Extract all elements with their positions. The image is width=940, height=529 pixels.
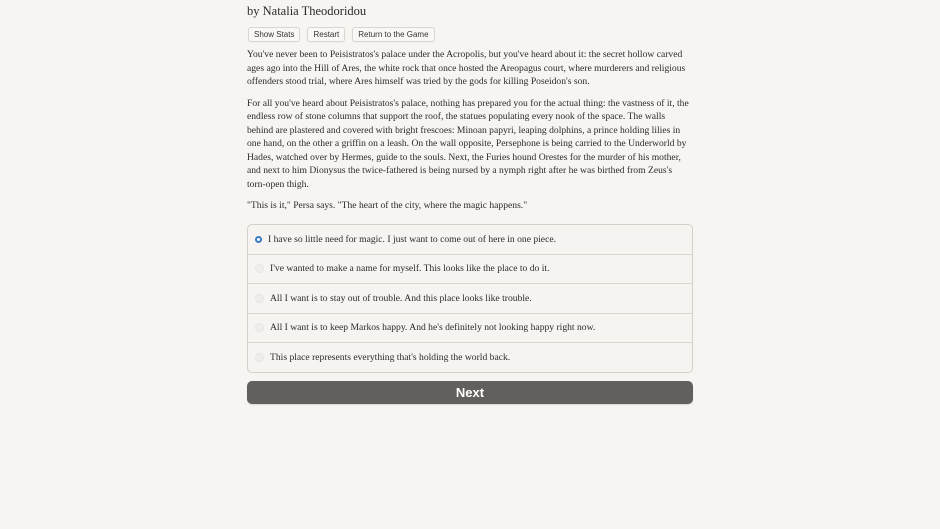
next-button[interactable]: Next [247, 381, 693, 404]
show-stats-button[interactable]: Show Stats [248, 27, 300, 42]
choice-label: All I want is to keep Markos happy. And he's definitely not looking happy right now. [270, 322, 596, 334]
choice-label: All I want is to stay out of trouble. And this place looks like trouble. [270, 292, 532, 304]
choice-label: This place represents everything that's holding the world back. [270, 351, 511, 363]
radio-unselected-icon[interactable] [255, 264, 264, 273]
choice-label: I have so little need for magic. I just want to come out of here in one piece. [268, 233, 556, 245]
choice-option[interactable] [248, 314, 692, 344]
radio-unselected-icon[interactable] [255, 323, 264, 332]
choice-list [247, 224, 693, 373]
choice-option[interactable] [248, 343, 692, 372]
story-paragraph: You've never been to Peisistratos's palace under the Acropolis, but you've heard about it: the secret hollow carved ages ago into the Hill of Ares, the white rock that once hosted the Areopagus court, where murderers and religious offenders stood trial, where Ares himself was tried by the gods for killing Poseidon's son. [247, 49, 686, 87]
restart-button[interactable]: Restart [307, 27, 345, 42]
choice-option[interactable] [248, 225, 692, 255]
story-text [247, 48, 693, 221]
author-byline: by Natalia Theodoridou [247, 4, 367, 18]
radio-unselected-icon[interactable] [255, 353, 264, 362]
choice-label: I've wanted to make a name for myself. This looks like the place to do it. [270, 263, 550, 275]
radio-unselected-icon[interactable] [255, 294, 264, 303]
radio-selected-icon[interactable] [255, 236, 262, 243]
story-paragraph: For all you've heard about Peisistratos's palace, nothing has prepared you for the actual thing: the vastness of it, the endless row of stone columns that support the roof, the statues populating every nook of the space. The walls behind are plastered and covered with bright frescoes: Minoan papyri, leaping dolphins, a prince holding lilies in one hand, on the other a griffin on a leash. On the wall opposite, Persephone is being carried to the Underworld by Hades, watched over by Hermes, guide to the souls. Next, the Furies hound Orestes for the murder of his mother, and next to him Dionysus the twice-fathered is being nursed by a nymph right after he was birthed from Zeus's torn-open thigh. [247, 97, 689, 190]
choice-option[interactable] [248, 255, 692, 285]
toolbar [248, 27, 435, 42]
return-to-game-button[interactable]: Return to the Game [352, 27, 434, 42]
choice-option[interactable] [248, 284, 692, 314]
story-paragraph: "This is it," Persa says. "The heart of the city, where the magic happens." [247, 200, 528, 211]
